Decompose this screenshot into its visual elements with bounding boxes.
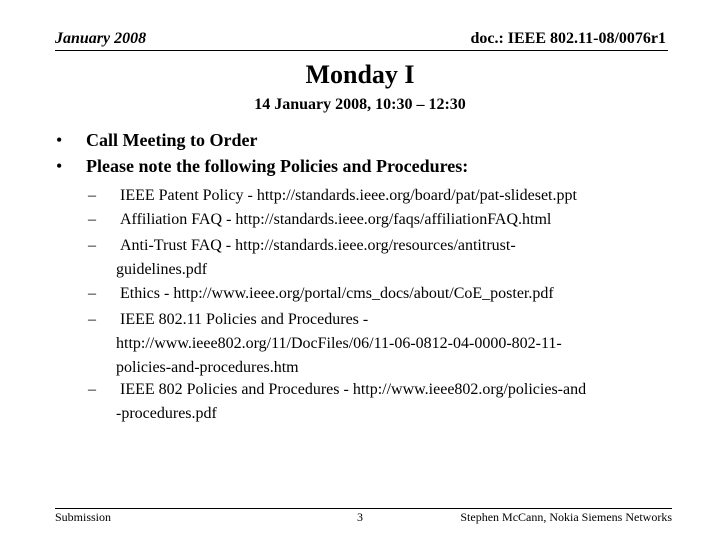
sub-item-antitrust-faq	[116, 234, 665, 282]
bullet-dot-1: •	[56, 130, 63, 150]
slide-title: Monday I	[305, 60, 415, 89]
slide-subtitle: 14 January 2008, 10:30 – 12:30	[254, 96, 466, 113]
sub-item-line: -procedures.pdf	[116, 405, 217, 422]
sub-item-patent-policy	[120, 184, 665, 208]
sub-item-line: IEEE 802.11 Policies and Procedures -	[120, 311, 369, 328]
sub-item-802-policies	[116, 378, 665, 426]
sub-item-line: IEEE 802 Policies and Procedures - http://www.ieee802.org/policies-and	[120, 381, 587, 398]
header-rule	[55, 50, 668, 51]
dash-4: –	[88, 285, 96, 302]
dash-6: –	[88, 381, 96, 398]
sub-item-line: Ethics - http://www.ieee.org/portal/cms_docs/about/CoE_poster.pdf	[120, 285, 554, 302]
sub-item-line: guidelines.pdf	[116, 261, 208, 278]
footer-submission: Submission	[55, 510, 112, 524]
footer-rule	[55, 508, 672, 509]
dash-1: –	[88, 187, 96, 204]
sub-item-ethics	[120, 282, 665, 306]
bullet-dot-2: •	[56, 156, 63, 176]
dash-2: –	[88, 211, 96, 228]
bullet-call-to-order: Call Meeting to Order	[86, 130, 258, 150]
dash-5: –	[88, 311, 96, 328]
sub-item-line: Affiliation FAQ - http://standards.ieee.org/faqs/affiliationFAQ.html	[120, 211, 552, 228]
sub-item-80211-policies	[116, 308, 665, 380]
footer-author: Stephen McCann, Nokia Siemens Networks	[460, 510, 672, 524]
header-doc-id: doc.: IEEE 802.11-08/0076r1	[470, 30, 666, 47]
dash-3: –	[88, 237, 96, 254]
sub-item-line: http://www.ieee802.org/11/DocFiles/06/11-06-0812-04-0000-802-11-	[116, 335, 562, 352]
sub-item-affiliation-faq	[120, 208, 665, 232]
footer-page-number: 3	[357, 510, 363, 524]
sub-item-line: IEEE Patent Policy - http://standards.ieee.org/board/pat/pat-slideset.ppt	[120, 187, 577, 204]
bullet-policies-note: Please note the following Policies and Procedures:	[86, 156, 469, 176]
sub-item-line: Anti-Trust FAQ - http://standards.ieee.org/resources/antitrust-	[120, 237, 516, 254]
header-date: January 2008	[55, 30, 147, 47]
sub-item-line: policies-and-procedures.htm	[116, 359, 299, 376]
